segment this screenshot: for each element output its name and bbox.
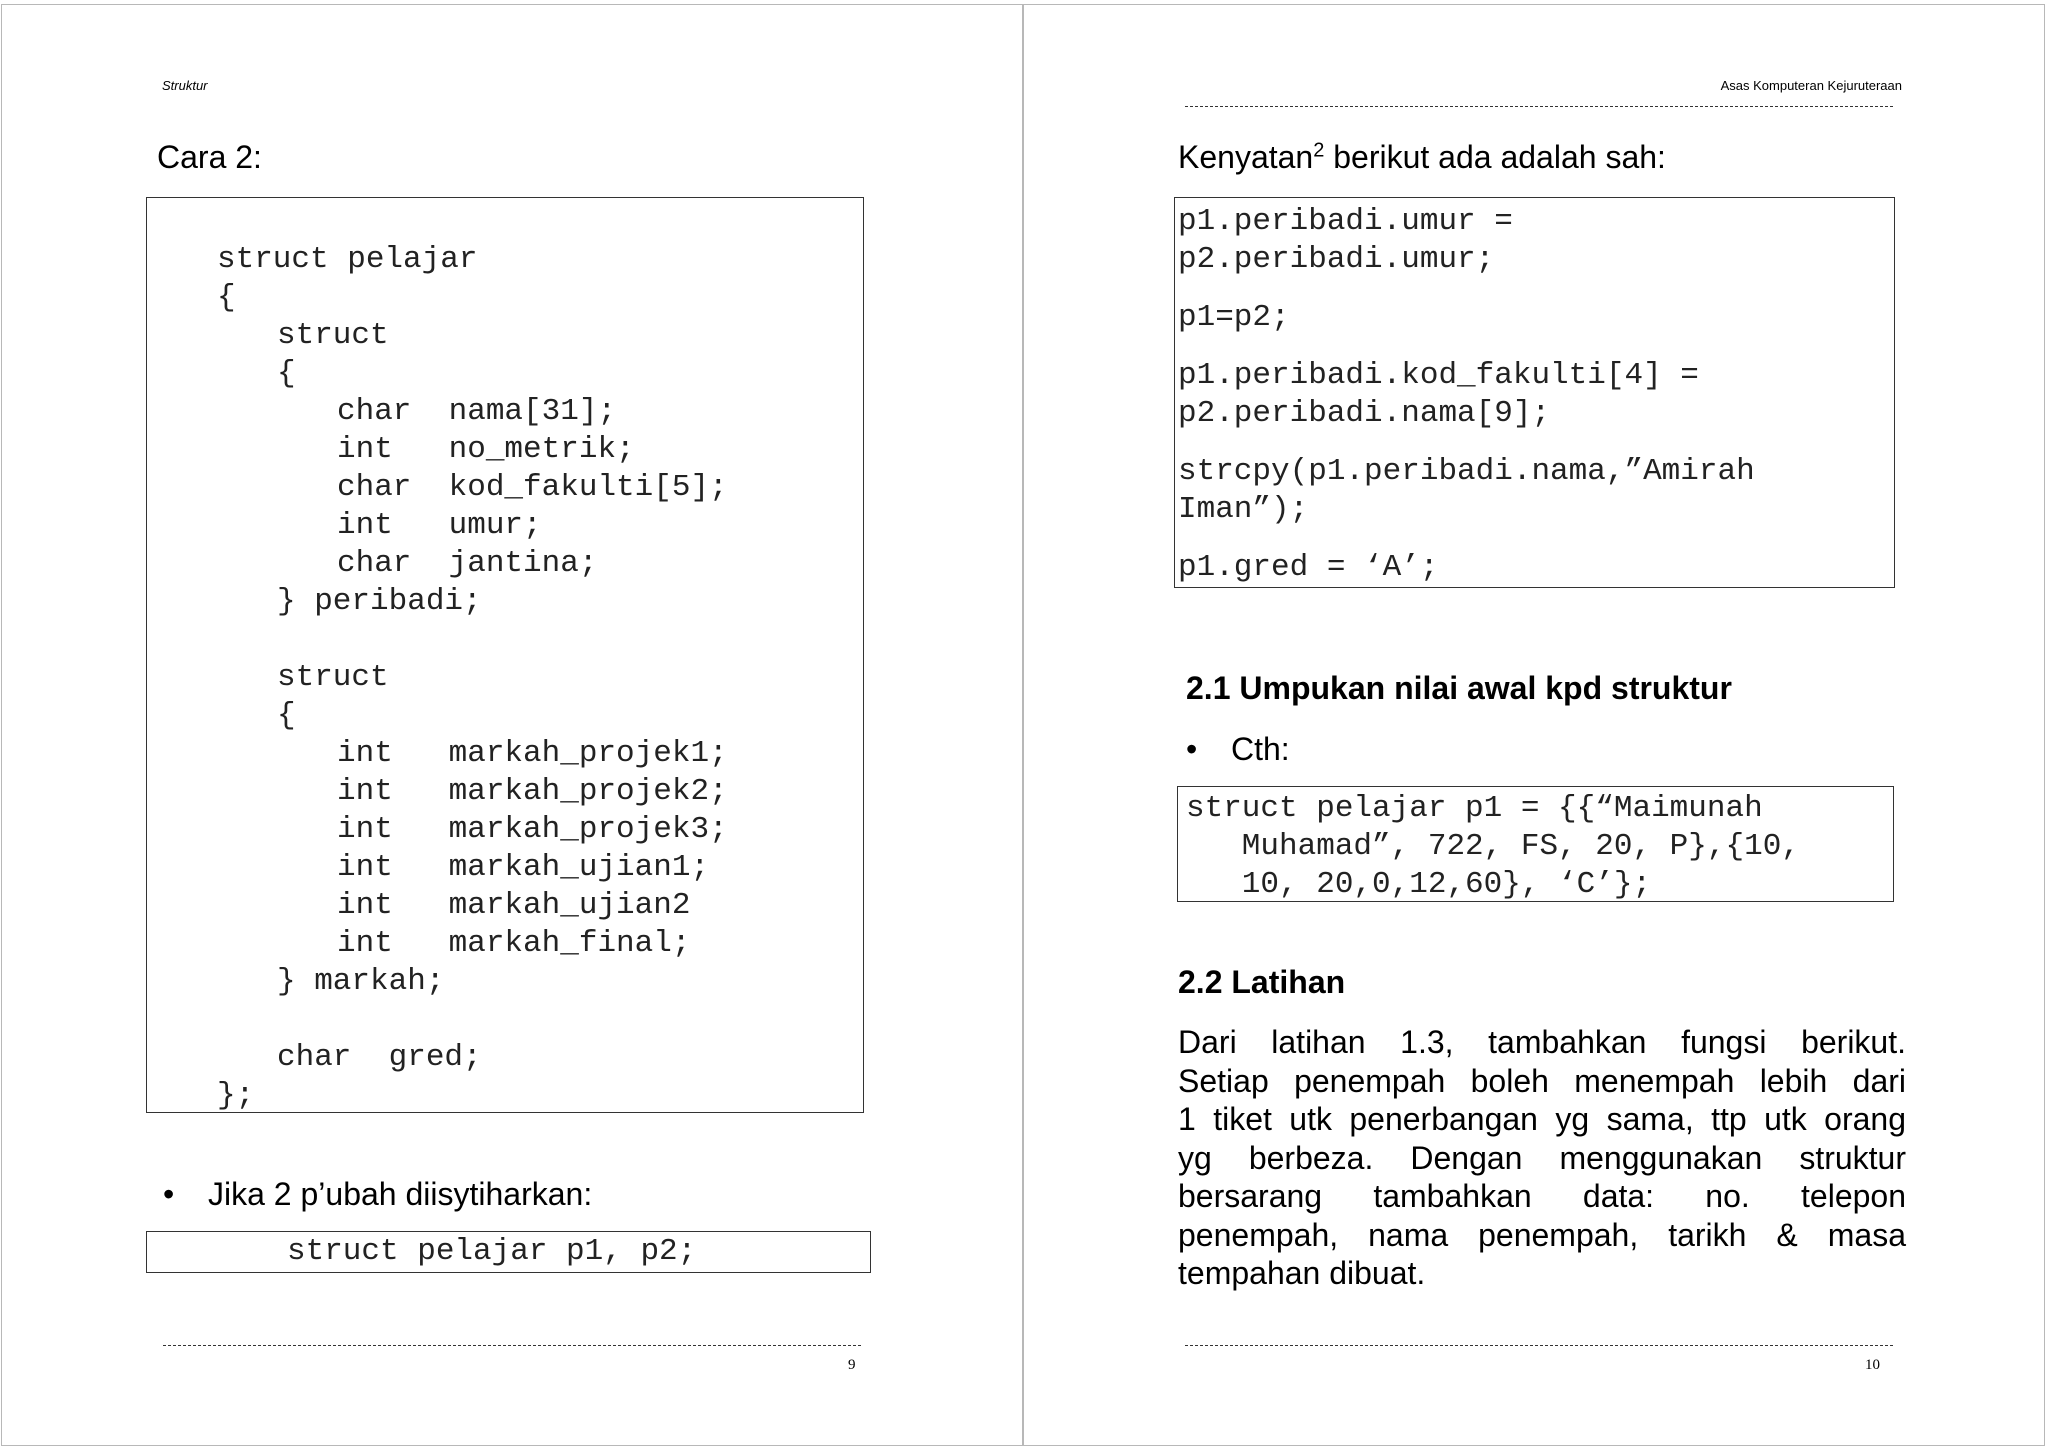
- statement-line: p1=p2;: [1178, 300, 1290, 335]
- statements-heading-rest: berikut ada adalah sah:: [1324, 139, 1666, 175]
- page-number-left: 9: [848, 1357, 856, 1373]
- init-code-line: struct pelajar p1 = {{“Maimunah: [1186, 791, 1763, 826]
- struct-code-line: char jantina;: [337, 546, 598, 581]
- struct-code-line: } markah;: [277, 964, 445, 999]
- valid-statements-code-box: [1174, 197, 1895, 588]
- struct-code-line: int no_metrik;: [337, 432, 635, 467]
- init-code-line: 10, 20,0,12,60}, ‘C’};: [1186, 867, 1652, 902]
- statements-heading: [1178, 139, 1666, 176]
- bullet-dot: •: [1186, 731, 1198, 767]
- statement-line: p1.gred = ‘A’;: [1178, 550, 1439, 585]
- exercise-line: 1 tiket utk penerbangan yg sama, ttp utk orang: [1178, 1101, 1906, 1137]
- exercise-paragraph: [1178, 1023, 1906, 1293]
- struct-code-line: int markah_projek3;: [337, 812, 728, 847]
- statement-line: p1.peribadi.kod_fakulti[4] =: [1178, 358, 1699, 393]
- bullet-declare-text: Jika 2 p’ubah diisytiharkan:: [208, 1176, 593, 1212]
- header-rule-right: [1185, 106, 1893, 107]
- footer-rule-left: [163, 1345, 861, 1346]
- statement-line: strcpy(p1.peribadi.nama,”Amirah: [1178, 454, 1755, 489]
- statements-heading-sup: 2: [1313, 139, 1325, 162]
- statement-line: p2.peribadi.nama[9];: [1178, 396, 1551, 431]
- exercise-line: Dari latihan 1.3, tambahkan fungsi berikut.: [1178, 1024, 1906, 1060]
- exercise-line: Setiap penempah boleh menempah lebih dari: [1178, 1062, 1906, 1099]
- statements-heading-text: Kenyatan: [1178, 139, 1314, 175]
- running-header-left: Struktur: [162, 78, 208, 93]
- struct-code-line: int umur;: [337, 508, 542, 543]
- initialization-code-box: [1177, 786, 1894, 902]
- struct-code-line: char nama[31];: [337, 394, 617, 429]
- struct-code-line: int markah_projek1;: [337, 736, 728, 771]
- struct-code-line: char gred;: [277, 1040, 482, 1075]
- exercise-line: bersarang tambahkan data: no. telepon: [1178, 1178, 1906, 1214]
- struct-code-line: struct: [277, 660, 389, 695]
- statement-line: Iman”);: [1178, 492, 1309, 527]
- section-2-1-title: 2.1 Umpukan nilai awal kpd struktur: [1186, 670, 1732, 706]
- exercise-line: tempahan dibuat.: [1178, 1255, 1426, 1291]
- footer-rule-right: [1185, 1345, 1893, 1346]
- struct-code-line: int markah_ujian1;: [337, 850, 710, 885]
- struct-code-line: int markah_final;: [337, 926, 691, 961]
- declaration-code-box: [146, 1231, 871, 1273]
- statement-line: p2.peribadi.umur;: [1178, 242, 1495, 277]
- struct-code-line: struct pelajar: [217, 242, 478, 277]
- bullet-dot: •: [163, 1176, 175, 1212]
- bullet-example-text: Cth:: [1231, 731, 1290, 767]
- page-number-right: 10: [1865, 1357, 1880, 1373]
- statement-line: p1.peribadi.umur =: [1178, 204, 1513, 239]
- struct-code-line: struct: [277, 318, 389, 353]
- exercise-line: yg berbeza. Dengan menggunakan struktur: [1178, 1139, 1906, 1176]
- struct-code-line: char kod_fakulti[5];: [337, 470, 728, 505]
- struct-code-line: int markah_ujian2: [337, 888, 691, 923]
- running-header-right: Asas Komputeran Kejuruteraan: [1720, 78, 1902, 93]
- struct-code-line: {: [217, 280, 236, 315]
- cara-2-heading: Cara 2:: [157, 139, 262, 175]
- page-right: [1023, 4, 2045, 1446]
- page-left: [1, 4, 1023, 1446]
- struct-code-line: } peribadi;: [277, 584, 482, 619]
- section-2-2-title: 2.2 Latihan: [1178, 964, 1346, 1000]
- struct-code-line: {: [277, 698, 296, 733]
- struct-code-line: };: [217, 1078, 255, 1113]
- declaration-code-line: struct pelajar p1, p2;: [287, 1234, 697, 1269]
- struct-definition-code-box: [146, 197, 864, 1113]
- struct-code-line: {: [277, 356, 296, 391]
- exercise-line: penempah, nama penempah, tarikh & masa: [1178, 1216, 1906, 1253]
- struct-code-line: int markah_projek2;: [337, 774, 728, 809]
- init-code-line: Muhamad”, 722, FS, 20, P},{10,: [1186, 829, 1800, 864]
